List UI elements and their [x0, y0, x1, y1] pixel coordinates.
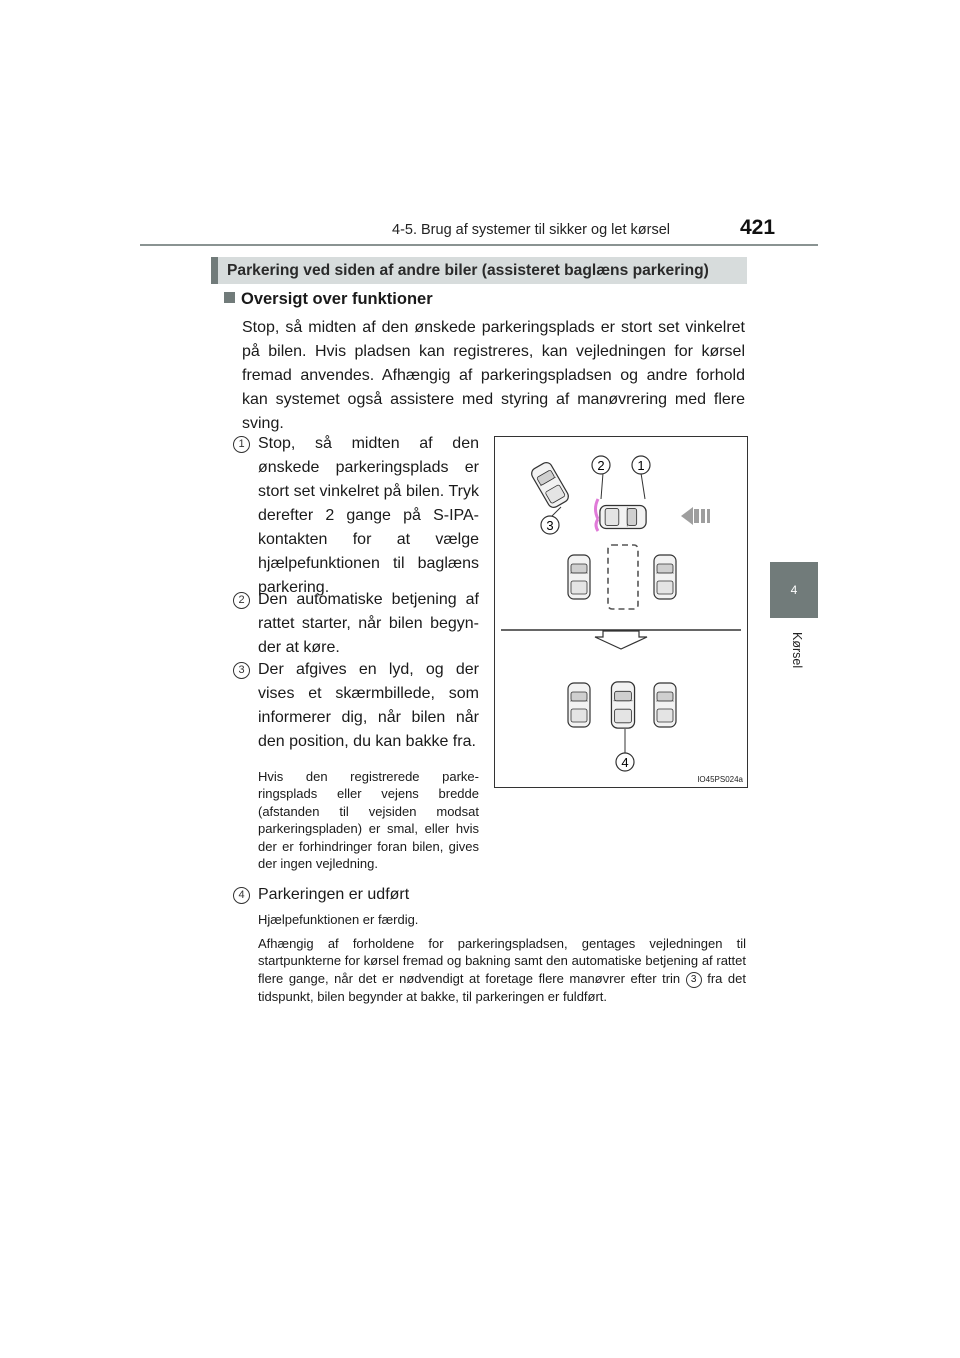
subheading-text: Oversigt over funktioner — [241, 290, 433, 308]
final-note-after: fra det tidspunkt, bilen begynder at bakke, til parkeringen er fuldført. — [258, 970, 746, 1004]
step-ref-circle: 3 — [686, 972, 702, 988]
parking-illustration — [495, 437, 747, 787]
final-note — [258, 935, 746, 1005]
parked-car-left — [568, 683, 590, 727]
step-note: Hvis den registrerede parke-ringsplads eller vejens bredde (afstanden til vejsiden modsat parkeringspladen) er smal, eller hvis der er forhindringer foran bilen, gives der ingen vejledning. — [258, 769, 479, 872]
chapter-number: 4 — [790, 583, 798, 597]
step-4-note: Hjælpefunktionen er færdig. — [258, 912, 419, 927]
step-2 — [233, 588, 479, 660]
parked-car-left — [568, 555, 590, 599]
car-stopped — [600, 505, 646, 528]
down-arrow-icon — [595, 631, 647, 649]
car-parked — [611, 682, 634, 728]
chapter-tab — [770, 562, 818, 618]
step-number: 4 — [233, 887, 250, 904]
callout-label: 4 — [621, 755, 629, 770]
callout-label: 2 — [597, 458, 605, 473]
car-reversing — [529, 460, 570, 509]
step-3 — [233, 658, 479, 872]
header-section-title: 4-5. Brug af systemer til sikker og let kørsel — [392, 222, 670, 238]
step-number: 3 — [233, 662, 250, 679]
step-1 — [233, 432, 479, 600]
step-number: 1 — [233, 436, 250, 453]
section-heading: Parkering ved siden af andre biler (assisteret baglæns parkering) — [227, 261, 709, 279]
parked-car-right — [654, 683, 676, 727]
callout-label: 3 — [546, 518, 554, 533]
step-text: Parkeringen er udført — [258, 886, 410, 903]
parking-diagram — [494, 436, 748, 788]
step-text: Stop, så midten af den ønskede parkeringsplads er stort set vinkelret på bilen. Tryk derefter 2 gange på S-IPA-kontakten for at vælge hjælpefunktionen til baglæns parkering. — [258, 435, 479, 596]
header-rule — [140, 244, 818, 246]
figure-code: IO45PS024a — [697, 775, 743, 784]
subheading — [224, 290, 433, 309]
page-number: 421 — [740, 216, 776, 239]
step-4 — [233, 883, 747, 907]
step-text: Der afgives en lyd, og der vises et skærmbillede, som informerer dig, når bilen når den position, du kan bakke fra. — [258, 661, 479, 750]
step-text: Den automatiske betjening af rattet starter, når bilen begyn-der at køre. — [258, 591, 479, 656]
square-bullet-icon — [224, 292, 235, 303]
direction-arrow-icon — [681, 507, 710, 525]
sensor-mark — [596, 499, 599, 519]
callout-label: 1 — [637, 458, 645, 473]
final-note-before: Afhængig af forholdene for parkeringspladsen, gentages vejledningen til startpunkterne for kørsel fremad og bakning samt den automatiske betjening af rattet flere gange, når det er nødvendigt at foretage flere manøvrer efter trin — [258, 936, 746, 986]
chapter-label: Kørsel — [790, 632, 804, 669]
step-number: 2 — [233, 592, 250, 609]
intro-paragraph: Stop, så midten af den ønskede parkeringsplads er stort set vinkelret på bilen. Hvis pladsen kan registreres, kan vejledningen for kørsel fremad anvendes. Afhængig af parkeringspladsen og andre forhold kan systemet også assistere med styring af manøvrering med flere sving. — [242, 319, 745, 432]
section-heading-bar — [211, 257, 747, 284]
sensor-mark — [596, 519, 598, 531]
parked-car-right — [654, 555, 676, 599]
target-space — [608, 545, 638, 609]
